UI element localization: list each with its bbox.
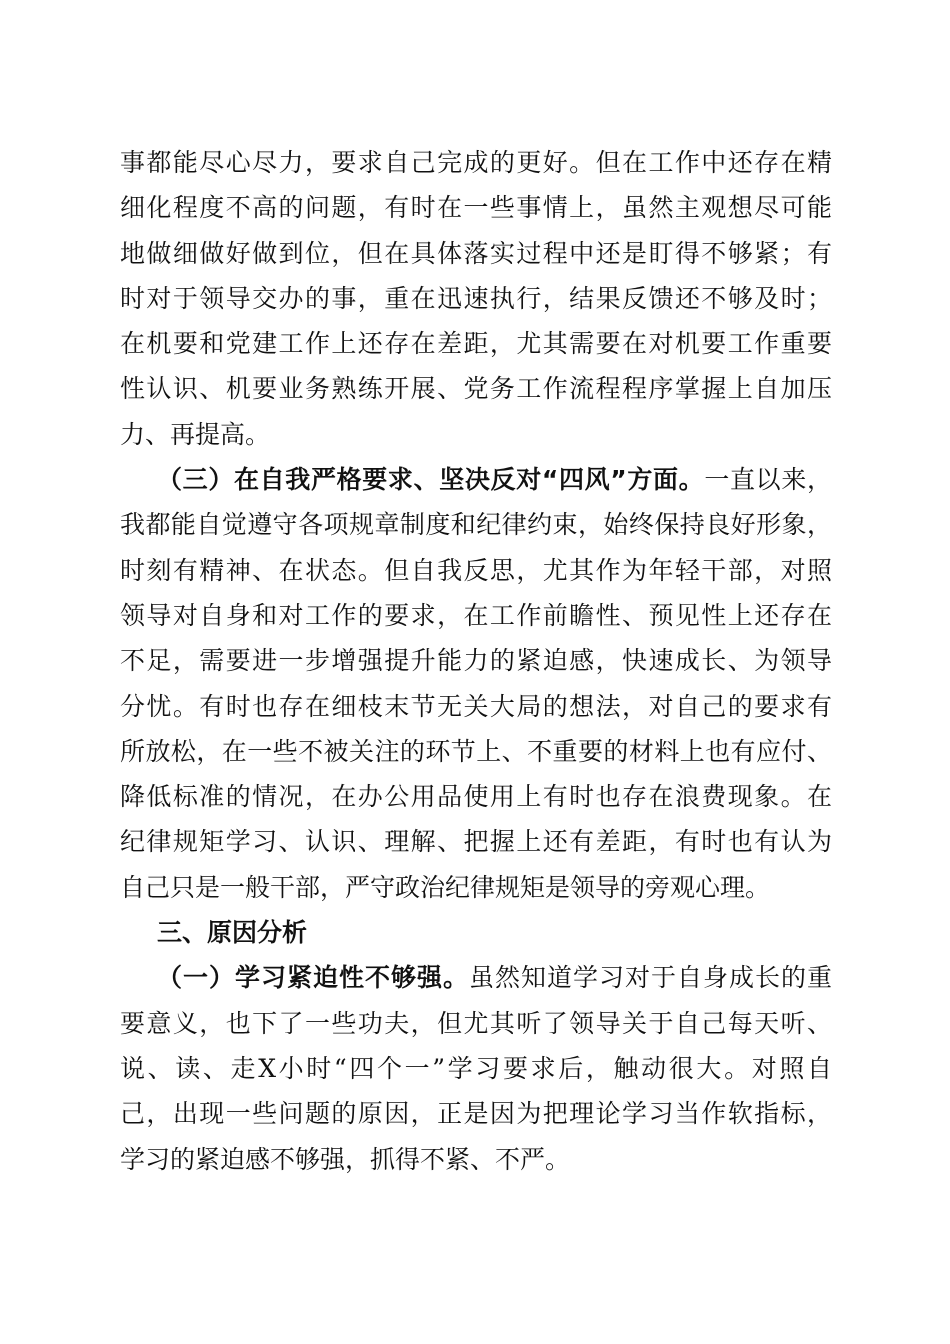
text-line: 地做细做好做到位，但在具体落实过程中还是盯得不够紧；有 <box>120 238 832 268</box>
text-line: 所放松，在一些不被关注的环节上、不重要的材料上也有应付、 <box>120 736 832 766</box>
text-line: 说、读、走X小时“四个一”学习要求后，触动很大。对照自 <box>120 1053 832 1083</box>
text-line: 时对于领导交办的事，重在迅速执行，结果反馈还不够及时； <box>120 283 832 313</box>
paragraph-heading: （一）学习紧迫性不够强。 <box>157 963 469 993</box>
text-line: 分忧。有时也存在细枝末节无关大局的想法，对自己的要求有 <box>120 691 832 721</box>
text-line <box>120 457 832 502</box>
text-line: 细化程度不高的问题，有时在一些事情上，虽然主观想尽可能 <box>120 193 832 223</box>
text-line: 事都能尽心尽力，要求自己完成的更好。但在工作中还存在精 <box>120 148 832 177</box>
text-line: 领导对自身和对工作的要求，在工作前瞻性、预见性上还存在 <box>120 600 832 630</box>
text-line: 时刻有精神、在状态。但自我反思，尤其作为年轻干部，对照 <box>120 555 832 585</box>
text-line <box>120 955 832 1000</box>
text-line: 我都能自觉遵守各项规章制度和纪律约束，始终保持良好形象， <box>120 510 832 540</box>
text-run: 虽然知道学习对于自身成长的重 <box>469 963 832 993</box>
document-body <box>120 140 832 1182</box>
text-line: 自己只是一般干部，严守政治纪律规矩是领导的旁观心理。 <box>120 872 771 902</box>
text-line: 在机要和党建工作上还存在差距，尤其需要在对机要工作重要 <box>120 329 832 359</box>
text-line: 不足，需要进一步增强提升能力的紧迫感，快速成长、为领导 <box>120 646 832 676</box>
text-line: 己，出现一些问题的原因，正是因为把理论学习当作软指标， <box>120 1099 832 1129</box>
section-heading: 三、原因分析 <box>157 918 308 948</box>
paragraph <box>120 955 832 1181</box>
text-line: 要意义，也下了一些功夫，但尤其听了领导关于自己每天听、 <box>120 1008 832 1038</box>
paragraph <box>120 140 832 457</box>
paragraph-heading: （三）在自我严格要求、坚决反对“四风”方面。 <box>157 465 705 495</box>
text-line: 纪律规矩学习、认识、理解、把握上还有差距，有时也有认为 <box>120 827 832 857</box>
text-line: 性认识、机要业务熟练开展、党务工作流程程序掌握上自加压 <box>120 374 832 404</box>
text-line: 学习的紧迫感不够强，抓得不紧、不严。 <box>120 1144 571 1174</box>
text-line: 降低标准的情况，在办公用品使用上有时也存在浪费现象。在 <box>120 782 832 812</box>
text-run: 一直以来， <box>704 465 832 495</box>
paragraph <box>120 457 832 910</box>
text-line: 力、再提高。 <box>120 419 271 449</box>
